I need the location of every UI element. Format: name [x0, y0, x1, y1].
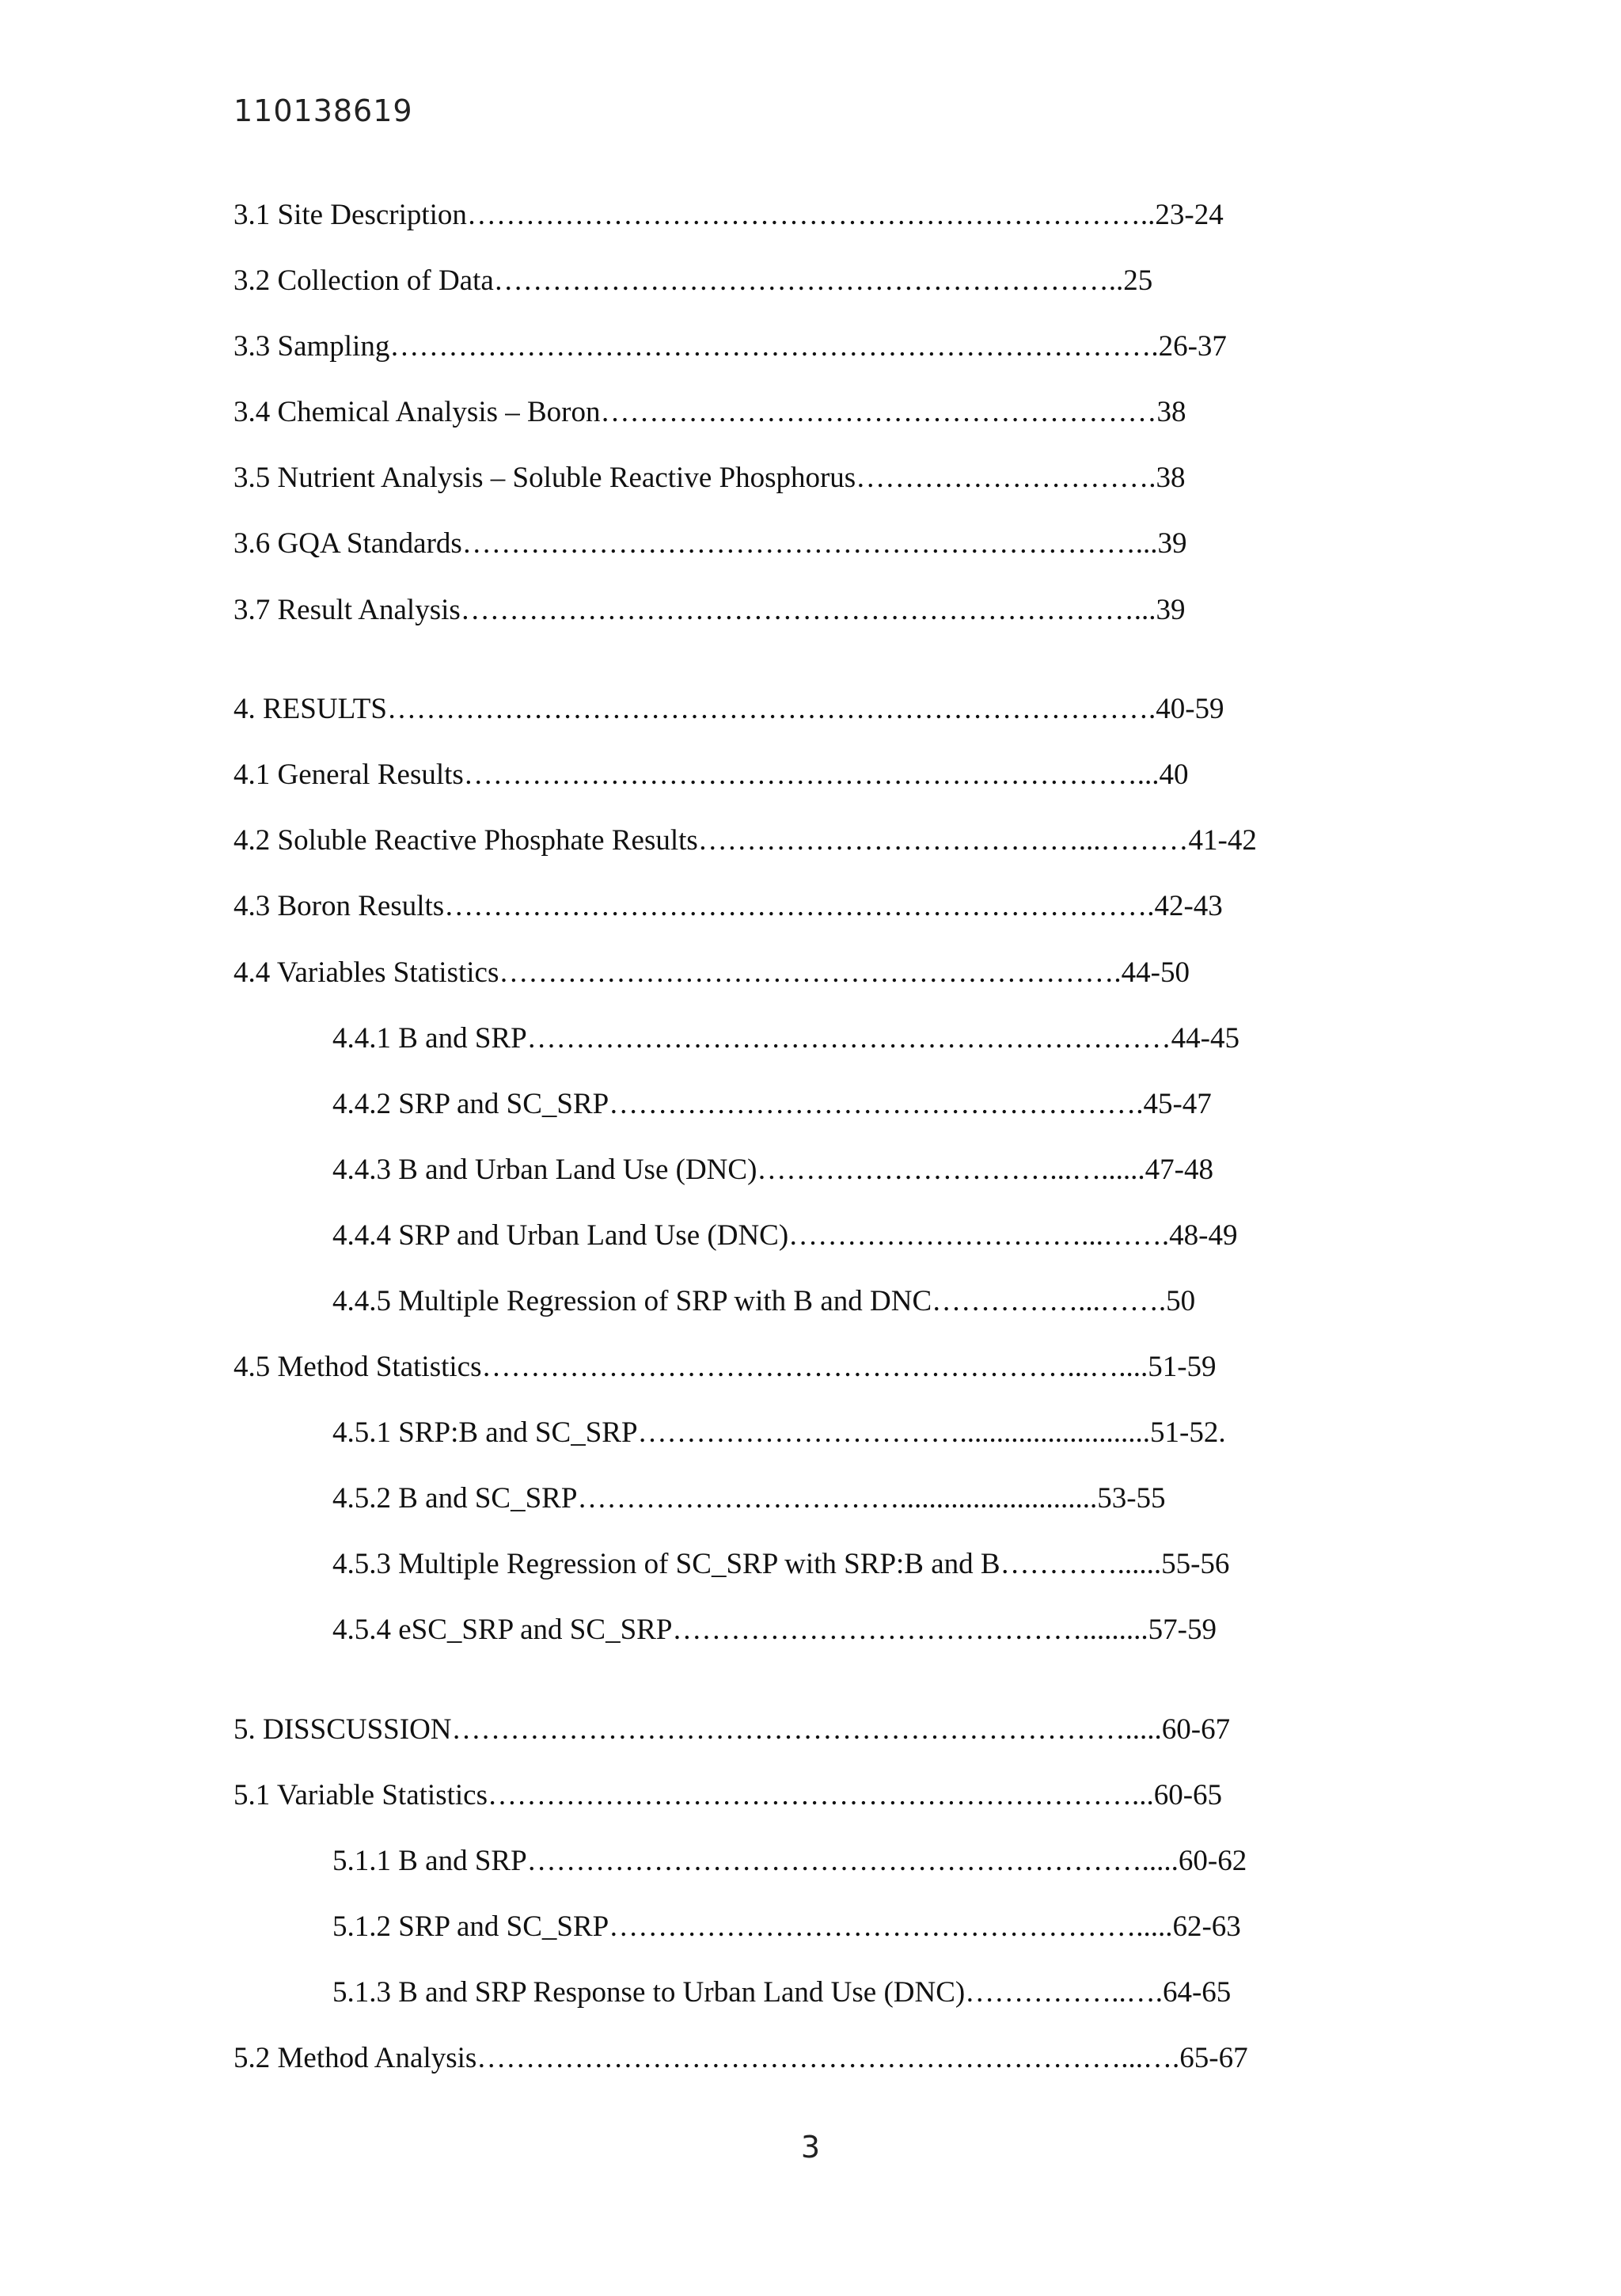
toc-entry: 4.2 Soluble Reactive Phosphate Results…………………………………...………41-42 — [233, 824, 1257, 857]
toc-entry: 5.1 Variable Statistics…………………………………………………………...60-65 — [233, 1779, 1223, 1811]
toc-subentry: 4.4.3 B and Urban Land Use (DNC)…………………………...…......47-48 — [332, 1154, 1213, 1186]
toc-entry: 4.4 Variables Statistics……………………………………………………….44-50 — [233, 956, 1190, 989]
toc-entry: 3.7 Result Analysis……………………………………………………………...39 — [233, 594, 1186, 626]
toc-entry: 3.2 Collection of Data………………………………………………………..25 — [233, 264, 1153, 297]
toc-entry: 3.5 Nutrient Analysis – Soluble Reactive Phosphorus………………………….38 — [233, 462, 1186, 494]
document-id: 110138619 — [233, 93, 413, 128]
toc-entry: 5. DISSCUSSION…………………………………………………………….....60-67 — [233, 1713, 1231, 1746]
toc-entry: 3.3 Sampling…………………………………………………………………….26-37 — [233, 330, 1227, 363]
toc-entry: 3.4 Chemical Analysis – Boron…………………………………………………38 — [233, 396, 1186, 428]
toc-subentry: 5.1.1 B and SRP……………………………………………………….....60-62 — [332, 1845, 1247, 1877]
toc-entry: 4.3 Boron Results……………………………………………………………….42-43 — [233, 890, 1223, 922]
toc-subentry: 4.5.2 B and SC_SRP……………………………...........................53-55 — [332, 1482, 1166, 1515]
toc-subentry: 4.4.2 SRP and SC_SRP……………………………………………….45-47 — [332, 1088, 1212, 1120]
toc-entry: 4.1 General Results……………………………………………………………...40 — [233, 758, 1189, 791]
page-number: 3 — [800, 2130, 821, 2165]
toc-subentry: 5.1.3 B and SRP Response to Urban Land Use (DNC)……………..….64-65 — [332, 1976, 1232, 2009]
toc-entry: 3.1 Site Description……………………………………………………………..23-24 — [233, 199, 1224, 231]
toc-subentry: 4.5.3 Multiple Regression of SC_SRP with SRP:B and B…………......55-56 — [332, 1548, 1230, 1580]
toc-entry: 5.2 Method Analysis…………………………………………………………...….65-67 — [233, 2042, 1248, 2074]
toc-subentry: 4.4.1 B and SRP…………………………………………………………44-45 — [332, 1022, 1240, 1055]
toc-subentry: 5.1.2 SRP and SC_SRP……………………………………………….....62-63 — [332, 1910, 1241, 1943]
toc-entry: 4. RESULTS…………………………………………………………………….40-59 — [233, 693, 1224, 725]
toc-entry: 3.6 GQA Standards……………………………………………………………...39 — [233, 527, 1187, 560]
toc-subentry: 4.4.4 SRP and Urban Land Use (DNC)…………………………...…….48-49 — [332, 1219, 1238, 1252]
toc-subentry: 4.5.1 SRP:B and SC_SRP……………………………..........................51-52. — [332, 1416, 1226, 1449]
toc-entry: 4.5 Method Statistics……………………………………………………...…....51-59 — [233, 1351, 1217, 1383]
toc-subentry: 4.5.4 eSC_SRP and SC_SRP…………………………………….........57-59 — [332, 1614, 1217, 1646]
toc-subentry: 4.4.5 Multiple Regression of SRP with B and DNC……………...…….50 — [332, 1285, 1196, 1317]
